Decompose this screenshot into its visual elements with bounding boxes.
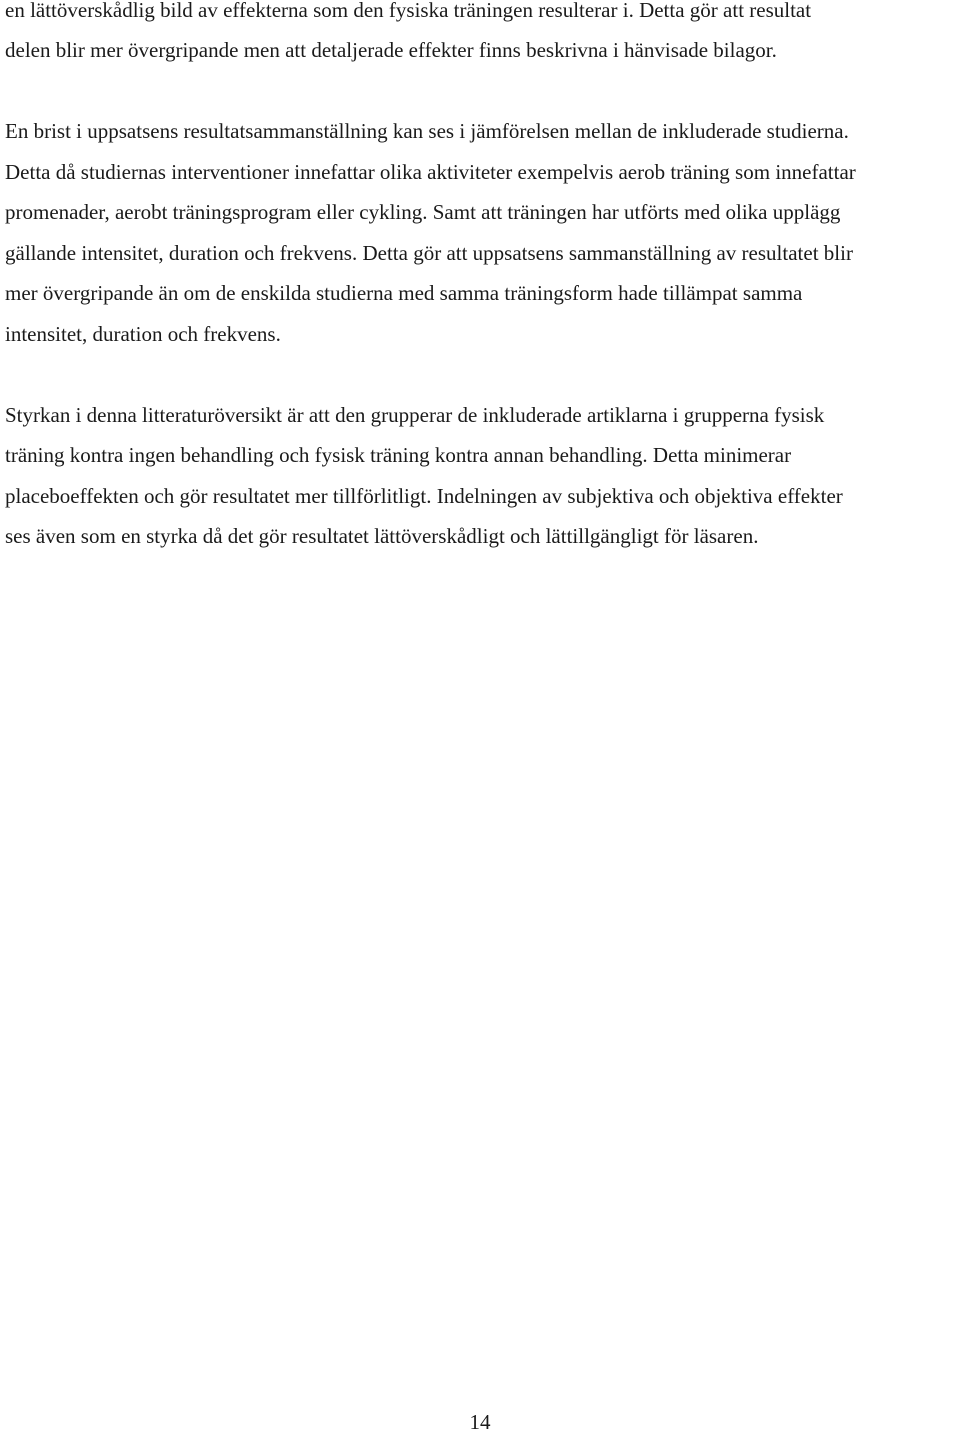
paragraph-3-line-3: placeboeffekten och gör resultatet mer tillförlitligt. Indelningen av subjektiva och objektiva effekter	[5, 484, 843, 508]
paragraph-1-line-1: en lättöverskådlig bild av effekterna som den fysiska träningen resulterar i. Detta gör att resultat	[5, 0, 812, 22]
paragraph-3-line-1: Styrkan i denna litteraturöversikt är att den grupperar de inkluderade artiklarna i grupperna fysisk	[5, 403, 825, 427]
paragraph-2-line-6: intensitet, duration och frekvens.	[5, 322, 281, 346]
paragraph-2-line-3: promenader, aerobt träningsprogram eller cykling. Samt att träningen har utförts med olika upplägg	[5, 200, 841, 224]
paragraph-2-line-2: Detta då studiernas interventioner innefattar olika aktiviteter exempelvis aerob träning som innefattar	[5, 160, 856, 184]
paragraph-3-line-2: träning kontra ingen behandling och fysisk träning kontra annan behandling. Detta minimerar	[5, 443, 792, 467]
paragraph-1-line-2: delen blir mer övergripande men att detaljerade effekter finns beskrivna i hänvisade bilagor.	[5, 38, 777, 62]
paragraph-2-line-5: mer övergripande än om de enskilda studierna med samma träningsform hade tillämpat samma	[5, 281, 803, 305]
page-number: 14	[469, 1410, 491, 1434]
paragraph-2-line-4: gällande intensitet, duration och frekvens. Detta gör att uppsatsens sammanställning av resultatet blir	[5, 241, 853, 265]
paragraph-2-line-1: En brist i uppsatsens resultatsammanställning kan ses i jämförelsen mellan de inkluderade studierna.	[5, 119, 849, 143]
paragraph-3-line-4: ses även som en styrka då det gör resultatet lättöverskådligt och lättillgängligt för läsaren.	[5, 524, 759, 548]
